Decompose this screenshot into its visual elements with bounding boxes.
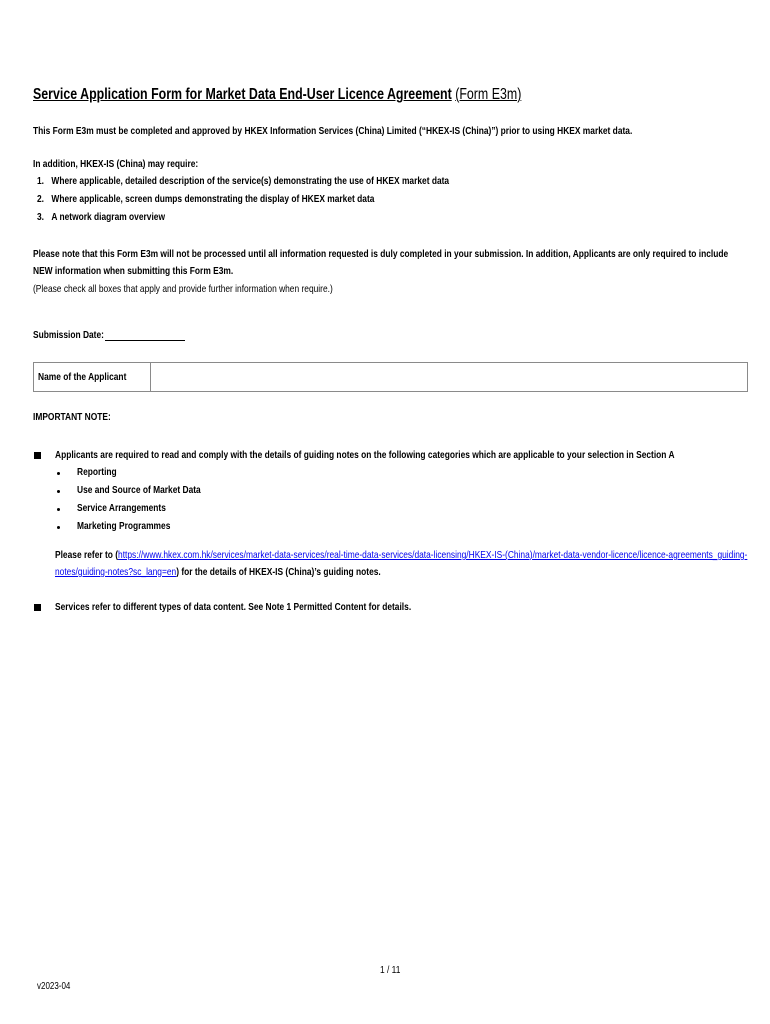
square-bullet-icon <box>34 452 41 459</box>
applicant-label: Name of the Applicant <box>38 371 127 383</box>
bullet-services-note: Services refer to different types of data content. See Note 1 Permitted Content for details. <box>55 601 412 613</box>
square-bullet-icon <box>34 604 41 611</box>
check-hint: (Please check all boxes that apply and provide further information when require.) <box>33 283 333 295</box>
requirement-item: 3. A network diagram overview <box>37 211 165 223</box>
version-label: v2023-04 <box>37 981 71 992</box>
form-title-id: (Form E3m) <box>455 86 522 103</box>
submission-date-input[interactable] <box>105 329 185 341</box>
guiding-notes-reference: Please refer to (https://www.hkex.com.hk/services/market-data-services/real-time-data-services/data-licensing/HKEX-IS-(China)/market-data-vendor-licence/licence-agreements_guiding-notes/guiding-notes?sc_lang=en) for the details of HKEX-IS (China)’s guiding notes. <box>55 549 748 578</box>
bullet-dot-icon <box>57 508 60 511</box>
applicant-table <box>33 362 748 392</box>
form-title <box>33 86 643 104</box>
important-note-heading: IMPORTANT NOTE: <box>33 411 111 423</box>
requirement-item: 2. Where applicable, screen dumps demonstrating the display of HKEX market data <box>37 193 375 205</box>
form-title-main: Service Application Form for Market Data End-User Licence Agreement <box>33 86 452 103</box>
applicant-name-input[interactable] <box>151 363 747 391</box>
processing-note: Please note that this Form E3m will not be processed until all information requested is duly completed in your submission. In addition, Applicants are only required to include NEW information when submitting this Form E3m. <box>33 248 729 277</box>
bullet-guiding-notes: Applicants are required to read and comply with the details of guiding notes on the following categories which are applicable to your selection in Section A <box>55 449 675 461</box>
category-item: Service Arrangements <box>77 502 166 514</box>
category-item: Reporting <box>77 466 117 478</box>
may-require-text: In addition, HKEX-IS (China) may require: <box>33 158 199 170</box>
category-item: Use and Source of Market Data <box>77 484 201 496</box>
category-item: Marketing Programmes <box>77 520 171 532</box>
bullet-dot-icon <box>57 526 60 529</box>
requirement-item: 1. Where applicable, detailed description of the service(s) demonstrating the use of HKEX market data <box>37 175 450 187</box>
applicant-label-cell <box>34 363 151 391</box>
bullet-dot-icon <box>57 490 60 493</box>
intro-paragraph: This Form E3m must be completed and approved by HKEX Information Services (China) Limited (“HKEX-IS (China)”) prior to using HKEX market data. <box>33 125 633 137</box>
guiding-notes-link[interactable]: https://www.hkex.com.hk/services/market-data-services/real-time-data-services/data-licensing/HKEX-IS-(China)/market-data-vendor-licence/licence-agreements_guiding-notes/guiding-notes?sc_lang=en <box>55 549 748 578</box>
submission-date <box>33 329 223 341</box>
submission-date-label: Submission Date: <box>33 329 104 341</box>
page-number: 1 / 11 <box>380 964 401 976</box>
bullet-dot-icon <box>57 472 60 475</box>
